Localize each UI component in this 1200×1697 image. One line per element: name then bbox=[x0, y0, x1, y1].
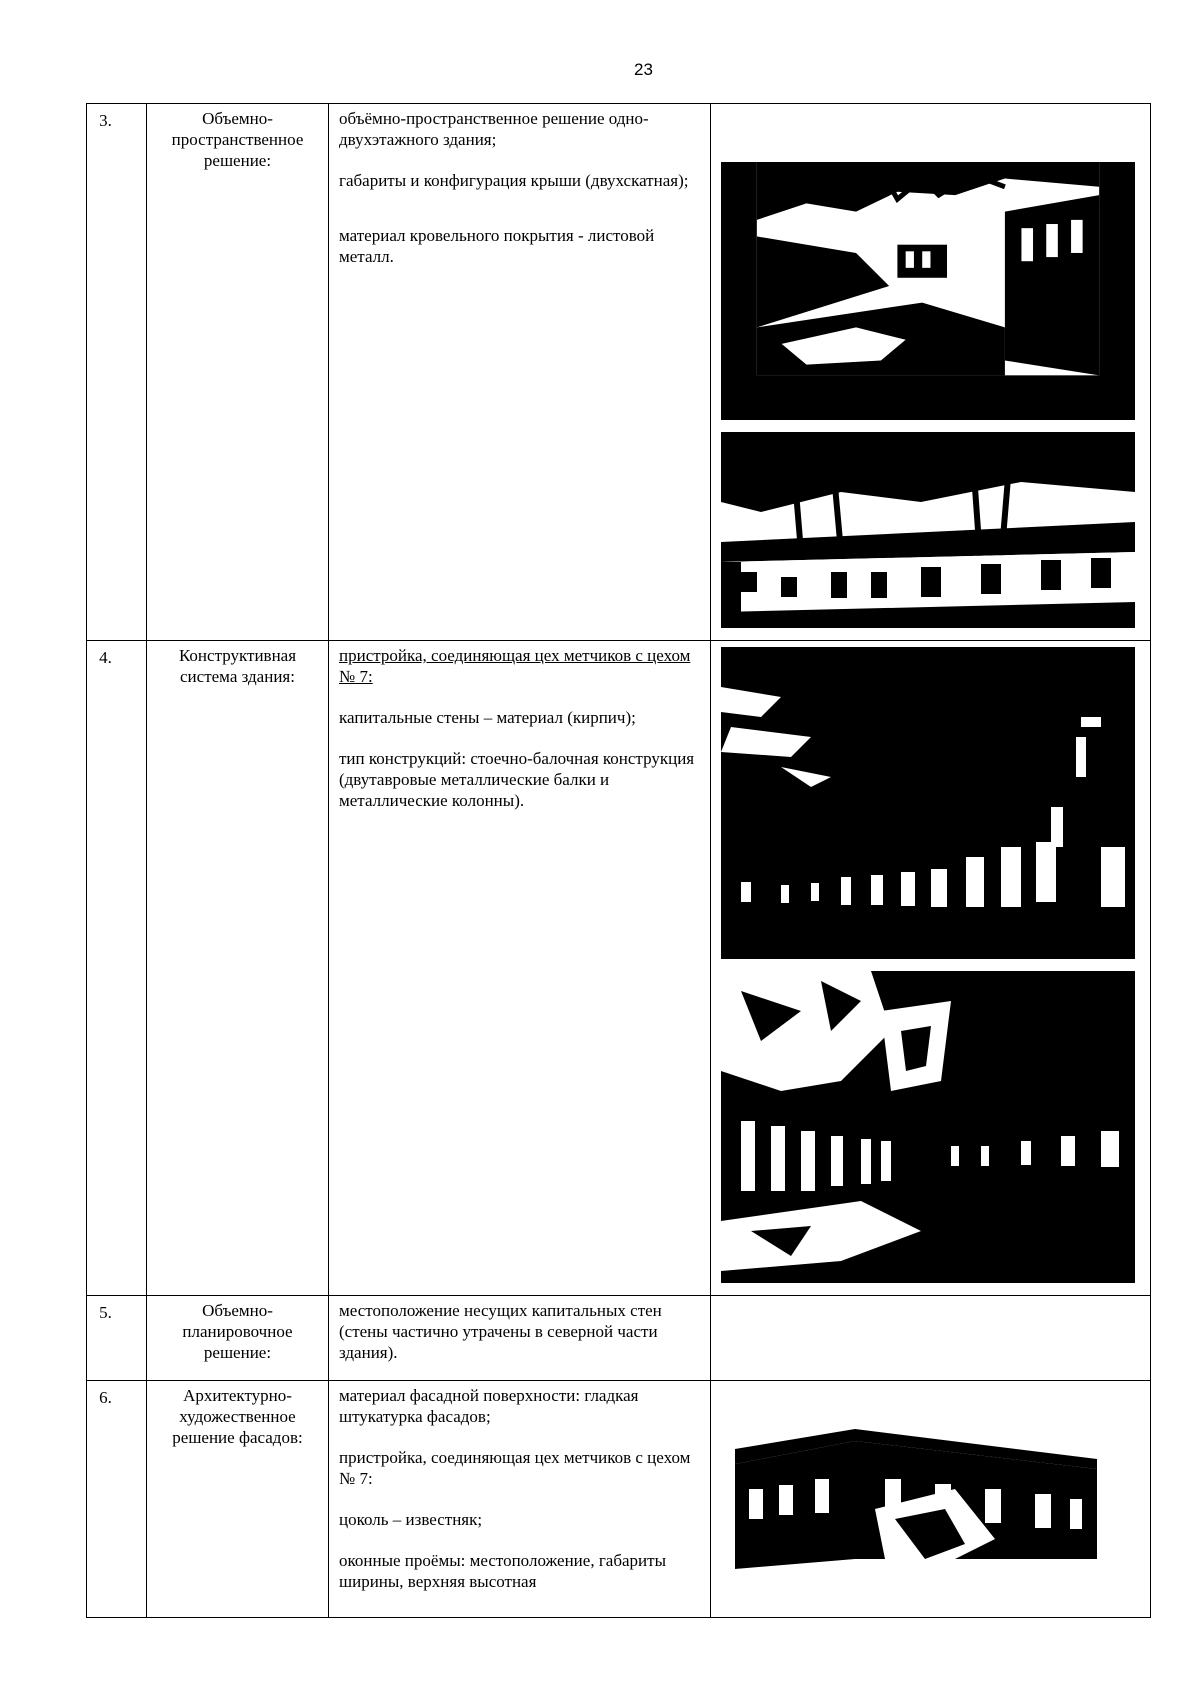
row-name-cell bbox=[147, 104, 329, 641]
description-paragraph: местоположение несущих капитальных стен (стены частично утрачены в северной части здания). bbox=[339, 1301, 662, 1362]
row-description-cell bbox=[329, 104, 711, 641]
row-name: Архитектурно-художественное решение фасадов: bbox=[172, 1386, 303, 1447]
row-number: 5. bbox=[99, 1303, 112, 1322]
row-number-cell bbox=[87, 1296, 147, 1381]
description-paragraph: тип конструкций: стоечно-балочная конструкция (двутавровые металлические балки и металлические колонны). bbox=[339, 749, 695, 810]
description-paragraph: материал кровельного покрытия - листовой металл. bbox=[339, 226, 655, 266]
building-photo-1 bbox=[721, 162, 1135, 420]
row-photo-cell bbox=[711, 1381, 1151, 1618]
page-number: 23 bbox=[634, 60, 653, 79]
row-description-cell bbox=[329, 1381, 711, 1618]
description-paragraph: пристройка, соединяющая цех метчиков с цехом № 7: bbox=[339, 1448, 691, 1488]
row-description-cell bbox=[329, 641, 711, 1296]
row-photo-cell bbox=[711, 104, 1151, 641]
row-number: 3. bbox=[99, 111, 112, 130]
description-paragraph: материал фасадной поверхности: гладкая штукатурка фасадов; bbox=[339, 1386, 639, 1426]
description-paragraph: габариты и конфигурация крыши (двухскатная); bbox=[339, 171, 689, 190]
building-photo-2 bbox=[721, 432, 1135, 628]
row-number-cell bbox=[87, 641, 147, 1296]
row-number-cell bbox=[87, 104, 147, 641]
table-row bbox=[87, 104, 1151, 641]
table-row bbox=[87, 641, 1151, 1296]
row-photo-cell bbox=[711, 641, 1151, 1296]
row-number-cell bbox=[87, 1381, 147, 1618]
description-paragraph: капитальные стены – материал (кирпич); bbox=[339, 708, 636, 727]
interior-photo-2 bbox=[721, 971, 1135, 1283]
row-photo-cell bbox=[711, 1296, 1151, 1381]
description-paragraph: пристройка, соединяющая цех метчиков с цехом № 7: bbox=[339, 646, 691, 686]
row-name: Объемно-планировочное решение: bbox=[182, 1301, 293, 1362]
row-name-cell bbox=[147, 1381, 329, 1618]
row-number: 4. bbox=[99, 648, 112, 667]
row-name: Объемно-пространственное решение: bbox=[171, 109, 304, 170]
row-name-cell bbox=[147, 641, 329, 1296]
row-name-cell bbox=[147, 1296, 329, 1381]
description-paragraph: объёмно-пространственное решение одно-двухэтажного здания; bbox=[339, 109, 649, 149]
interior-photo-1 bbox=[721, 647, 1135, 959]
row-number: 6. bbox=[99, 1388, 112, 1407]
table-row bbox=[87, 1381, 1151, 1618]
protection-subject-table bbox=[86, 103, 1151, 1618]
facade-photo bbox=[735, 1409, 1097, 1579]
description-paragraph: оконные проёмы: местоположение, габариты ширины, верхняя высотная bbox=[339, 1551, 666, 1591]
description-paragraph: цоколь – известняк; bbox=[339, 1510, 483, 1529]
table-row bbox=[87, 1296, 1151, 1381]
row-description-cell bbox=[329, 1296, 711, 1381]
row-name: Конструктивная система здания: bbox=[178, 646, 297, 686]
